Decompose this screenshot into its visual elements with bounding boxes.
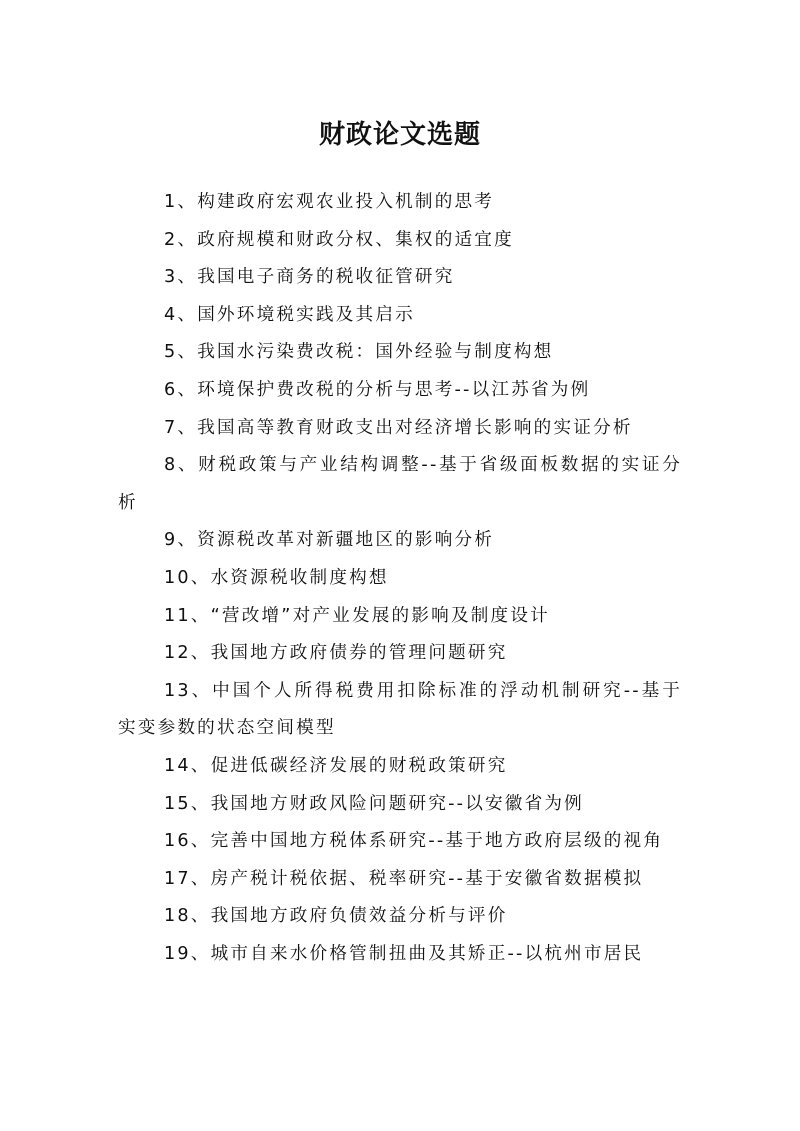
topic-item-2: 2、政府规模和财政分权、集权的适宜度 bbox=[164, 229, 514, 250]
topic-item-3: 3、我国电子商务的税收征管研究 bbox=[164, 267, 455, 288]
topic-item-8: 8、财税政策与产业结构调整--基于省级面板数据的实证分析 bbox=[118, 455, 682, 513]
topic-list bbox=[118, 184, 682, 973]
topic-item-13: 13、中国个人所得税费用扣除标准的浮动机制研究--基于实变参数的状态空间模型 bbox=[118, 680, 682, 739]
topic-item-19: 19、城市自来水价格管制扭曲及其矫正--以杭州市居民 bbox=[164, 943, 644, 964]
topic-item-9: 9、资源税改革对新疆地区的影响分析 bbox=[164, 530, 495, 551]
topic-item-18: 18、我国地方政府负债效益分析与评价 bbox=[164, 906, 508, 927]
topic-item-14: 14、促进低碳经济发展的财税政策研究 bbox=[164, 755, 508, 776]
topic-item-6: 6、环境保护费改税的分析与思考--以江苏省为例 bbox=[164, 379, 591, 400]
topic-item-15: 15、我国地方财政风险问题研究--以安徽省为例 bbox=[164, 793, 584, 814]
topic-item-5: 5、我国水污染费改税：国外经验与制度构想 bbox=[164, 342, 554, 363]
document-title: 财政论文选题 bbox=[318, 120, 481, 151]
topic-item-11: 11、“营改增”对产业发展的影响及制度设计 bbox=[164, 605, 550, 626]
topic-item-4: 4、国外环境税实践及其启示 bbox=[164, 304, 415, 325]
topic-item-12: 12、我国地方政府债券的管理问题研究 bbox=[164, 643, 508, 664]
topic-item-7: 7、我国高等教育财政支出对经济增长影响的实证分析 bbox=[164, 417, 633, 438]
topic-item-10: 10、水资源税收制度构想 bbox=[164, 567, 389, 588]
topic-item-1: 1、构建政府宏观农业投入机制的思考 bbox=[164, 192, 495, 212]
topic-item-17: 17、房产税计税依据、税率研究--基于安徽省数据模拟 bbox=[164, 868, 644, 889]
topic-item-16: 16、完善中国地方税体系研究--基于地方政府层级的视角 bbox=[164, 831, 664, 852]
